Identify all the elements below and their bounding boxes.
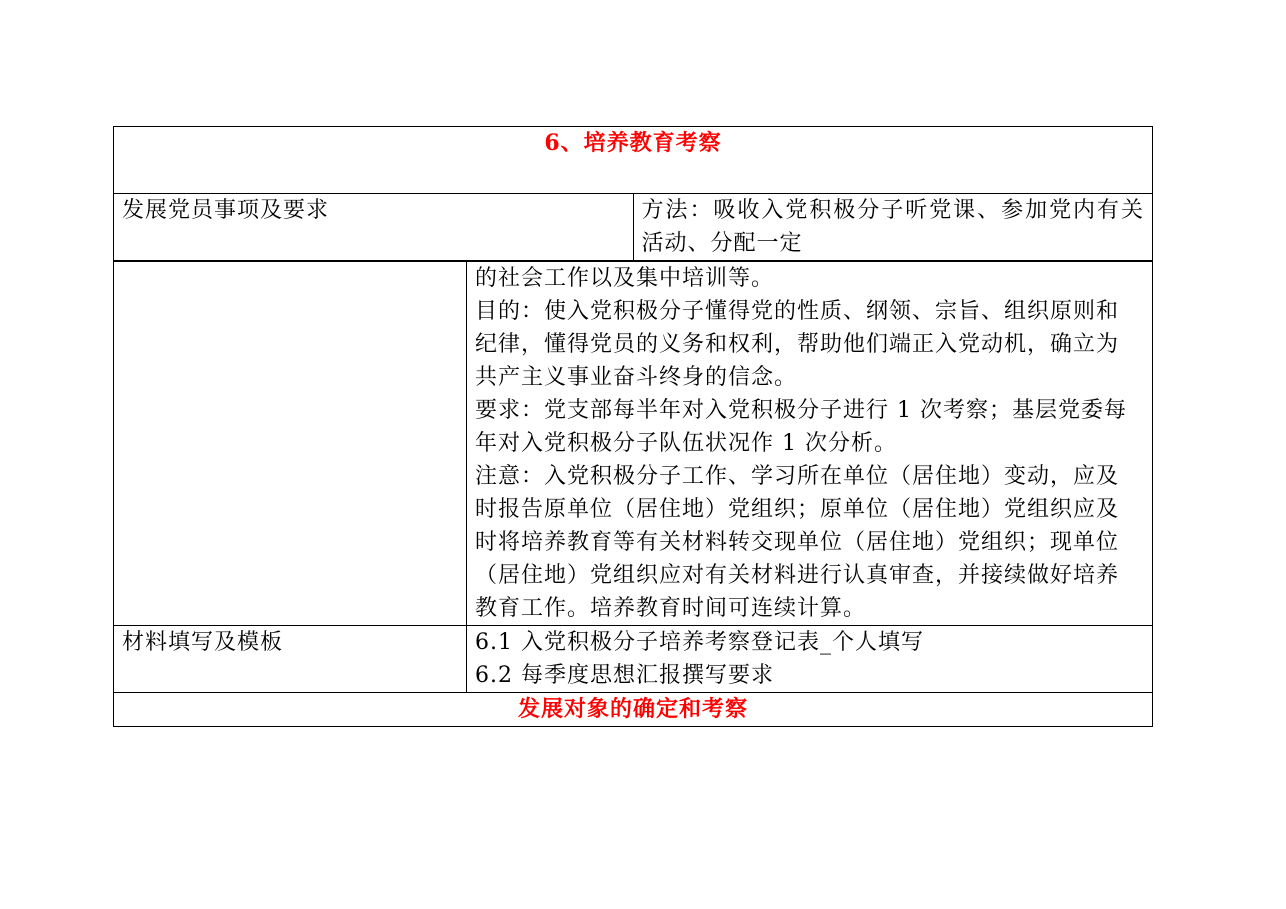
note-line-1: 注意：入党积极分子工作、学习所在单位（居住地）变动，应及: [475, 464, 1120, 489]
materials-label: 材料填写及模板: [114, 626, 467, 693]
section-table-top: [113, 126, 1153, 261]
next-section-title: 发展对象的确定和考察: [114, 693, 1153, 727]
next-section-row: [114, 693, 1153, 727]
requirements-row: [114, 194, 1153, 261]
empty-label-cell: [114, 262, 467, 626]
note-line-5: 教育工作。培养教育时间可连续计算。: [475, 596, 867, 621]
purpose-line-3: 共产主义事业奋斗终身的信念。: [475, 365, 798, 390]
materials-row: [114, 626, 1153, 693]
note-line-2: 时报告原单位（居住地）党组织；原单位（居住地）党组织应及: [475, 497, 1120, 522]
requirement-line-2: 年对入党积极分子队伍状况作 1 次分析。: [475, 431, 897, 456]
requirements-detail: [467, 262, 1153, 626]
purpose-line-2: 纪律，懂得党员的义务和权利，帮助他们端正入党动机，确立为: [475, 332, 1120, 357]
title-row: [114, 127, 1153, 194]
method-first-line: 方法：吸收入党积极分子听党课、参加党内有关活动、分配一定: [633, 194, 1153, 261]
note-line-3: 时将培养教育等有关材料转交现单位（居住地）党组织；现单位: [475, 530, 1120, 555]
requirements-label: 发展党员事项及要求: [114, 194, 634, 261]
requirement-line-1: 要求：党支部每半年对入党积极分子进行 1 次考察；基层党委每: [475, 398, 1127, 423]
materials-list: [467, 626, 1153, 693]
section-table-continued: [113, 261, 1153, 727]
method-rest-line: 的社会工作以及集中培训等。: [475, 266, 775, 291]
requirements-continued-row: [114, 262, 1153, 626]
section-title: 6、培养教育考察: [114, 127, 1153, 194]
purpose-line-1: 目的：使入党积极分子懂得党的性质、纲领、宗旨、组织原则和: [475, 299, 1120, 324]
note-line-4: （居住地）党组织应对有关材料进行认真审查，并接续做好培养: [475, 563, 1120, 588]
materials-item-1: 6.1 入党积极分子培养考察登记表_个人填写: [475, 630, 924, 655]
materials-item-2: 6.2 每季度思想汇报撰写要求: [475, 663, 774, 688]
